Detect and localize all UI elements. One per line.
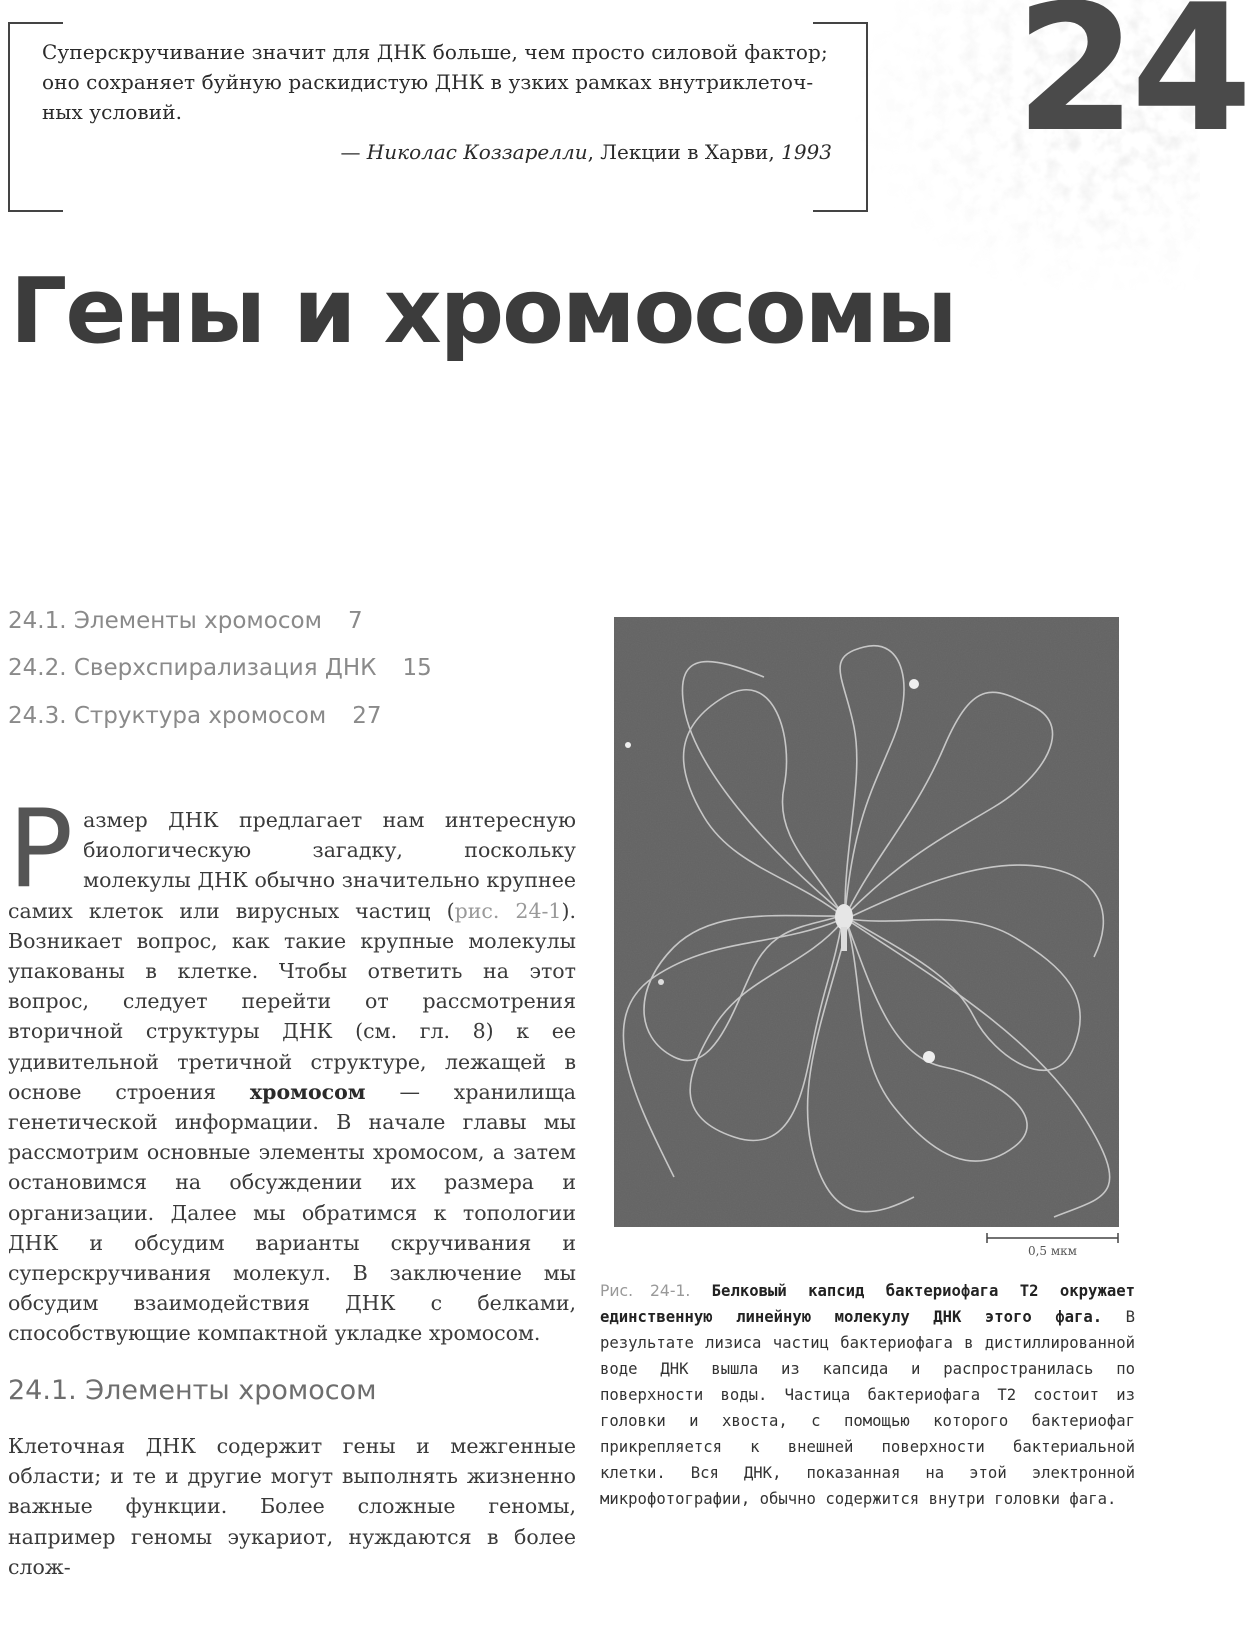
toc-page: 27 [352,703,382,729]
bracket-left [8,22,10,212]
figure-caption [600,1278,1135,1512]
section-body: Клеточная ДНК содержит гены и межгенные области; и те и другие могут выполнять жизненно важные функции. Более сложные геномы, например геномы эукариот, нуждаются в более слож- [8,1434,576,1579]
intro-paragraph [8,787,577,1349]
section-heading: 24.1. Элементы хромосом [8,1375,377,1406]
intro-text: азмер ДНК предлагает нам интересную биологическую загадку, поскольку молекулы ДНК обычно значительно крупнее самих клеток или вирусных частиц ( [8,808,576,923]
attribution-source: , Лекции в Харви, [587,140,782,164]
epigraph-attribution [340,140,832,164]
caption-text: В результате лизиса частиц бактериофага в дистиллированной воде ДНК вышла из капсида и распространилась по поверхности воды. Частица бактериофага T2 состоит из головки и хвоста, с помощью которого бактериофаг прикрепляется к внешней поверхности бактериальной клетки. Вся ДНК, показанная на этой электронной микрофотографии, обычно содержится внутри головки фага. [600,1308,1136,1508]
epigraph-box [8,22,868,212]
epigraph-year: 1993 [781,140,832,164]
intro-text: — хранилища генетической информации. В начале главы мы рассмотрим основные элементы хромосом, а затем остановимся на обсуждении их размера и организации. Далее мы обратимся к топологии ДНК и обсудим варианты скручивания и суперскручивания молекул. В заключение мы обсудим взаимодействия ДНК с белками, способствующие компактной укладке хромосом. [8,1079,577,1346]
phage-head [835,904,853,930]
scale-label: 0,5 мкм [1027,1244,1078,1258]
toc-item[interactable] [8,608,363,634]
toc-page: 7 [347,608,363,634]
micrograph-image [614,617,1119,1227]
chapter-number: 24 [1015,0,1247,171]
epigraph-author: Николас Коззарелли [366,140,588,164]
intro-text: ). Возникает вопрос, как такие крупные молекулы упакованы в клетке. Чтобы ответить на этот вопрос, следует перейти от рассмотрения вторичной структуры ДНК (см. гл. 8) к ее удивительной третичной структуре, лежащей в основе строения [8,898,576,1104]
toc-item[interactable] [8,655,432,681]
bracket-top-left [8,22,63,24]
toc-label: 24.3. Структура хромосом [8,703,327,729]
toc-label: 24.1. Элементы хромосом [8,608,322,634]
epigraph-line: оно сохраняет буйную раскидистую ДНК в узких рамках внутриклеточ- [42,70,814,94]
chapter-title: Гены и хромосомы [10,259,956,364]
epigraph-line: ных условий. [42,100,183,124]
figure-reference-link[interactable]: рис. 24-1 [454,898,562,923]
attribution-dash: — [340,140,367,164]
toc-item[interactable] [8,703,381,729]
phage-tail [841,927,847,951]
toc-page: 15 [402,655,432,681]
epigraph-line: Суперскручивание значит для ДНК больше, чем просто силовой фактор; [42,40,828,64]
caption-title: Белковый капсид бактериофага T2 окружает единственную линейную молекулу ДНК этого фага. [600,1282,1136,1326]
caption-label: Рис. 24-1. [600,1282,691,1300]
key-term: хромосом [249,1079,366,1104]
drop-cap: Р [8,787,74,912]
toc-label: 24.2. Сверхспирализация ДНК [8,655,377,681]
bracket-bottom-left [8,210,63,212]
